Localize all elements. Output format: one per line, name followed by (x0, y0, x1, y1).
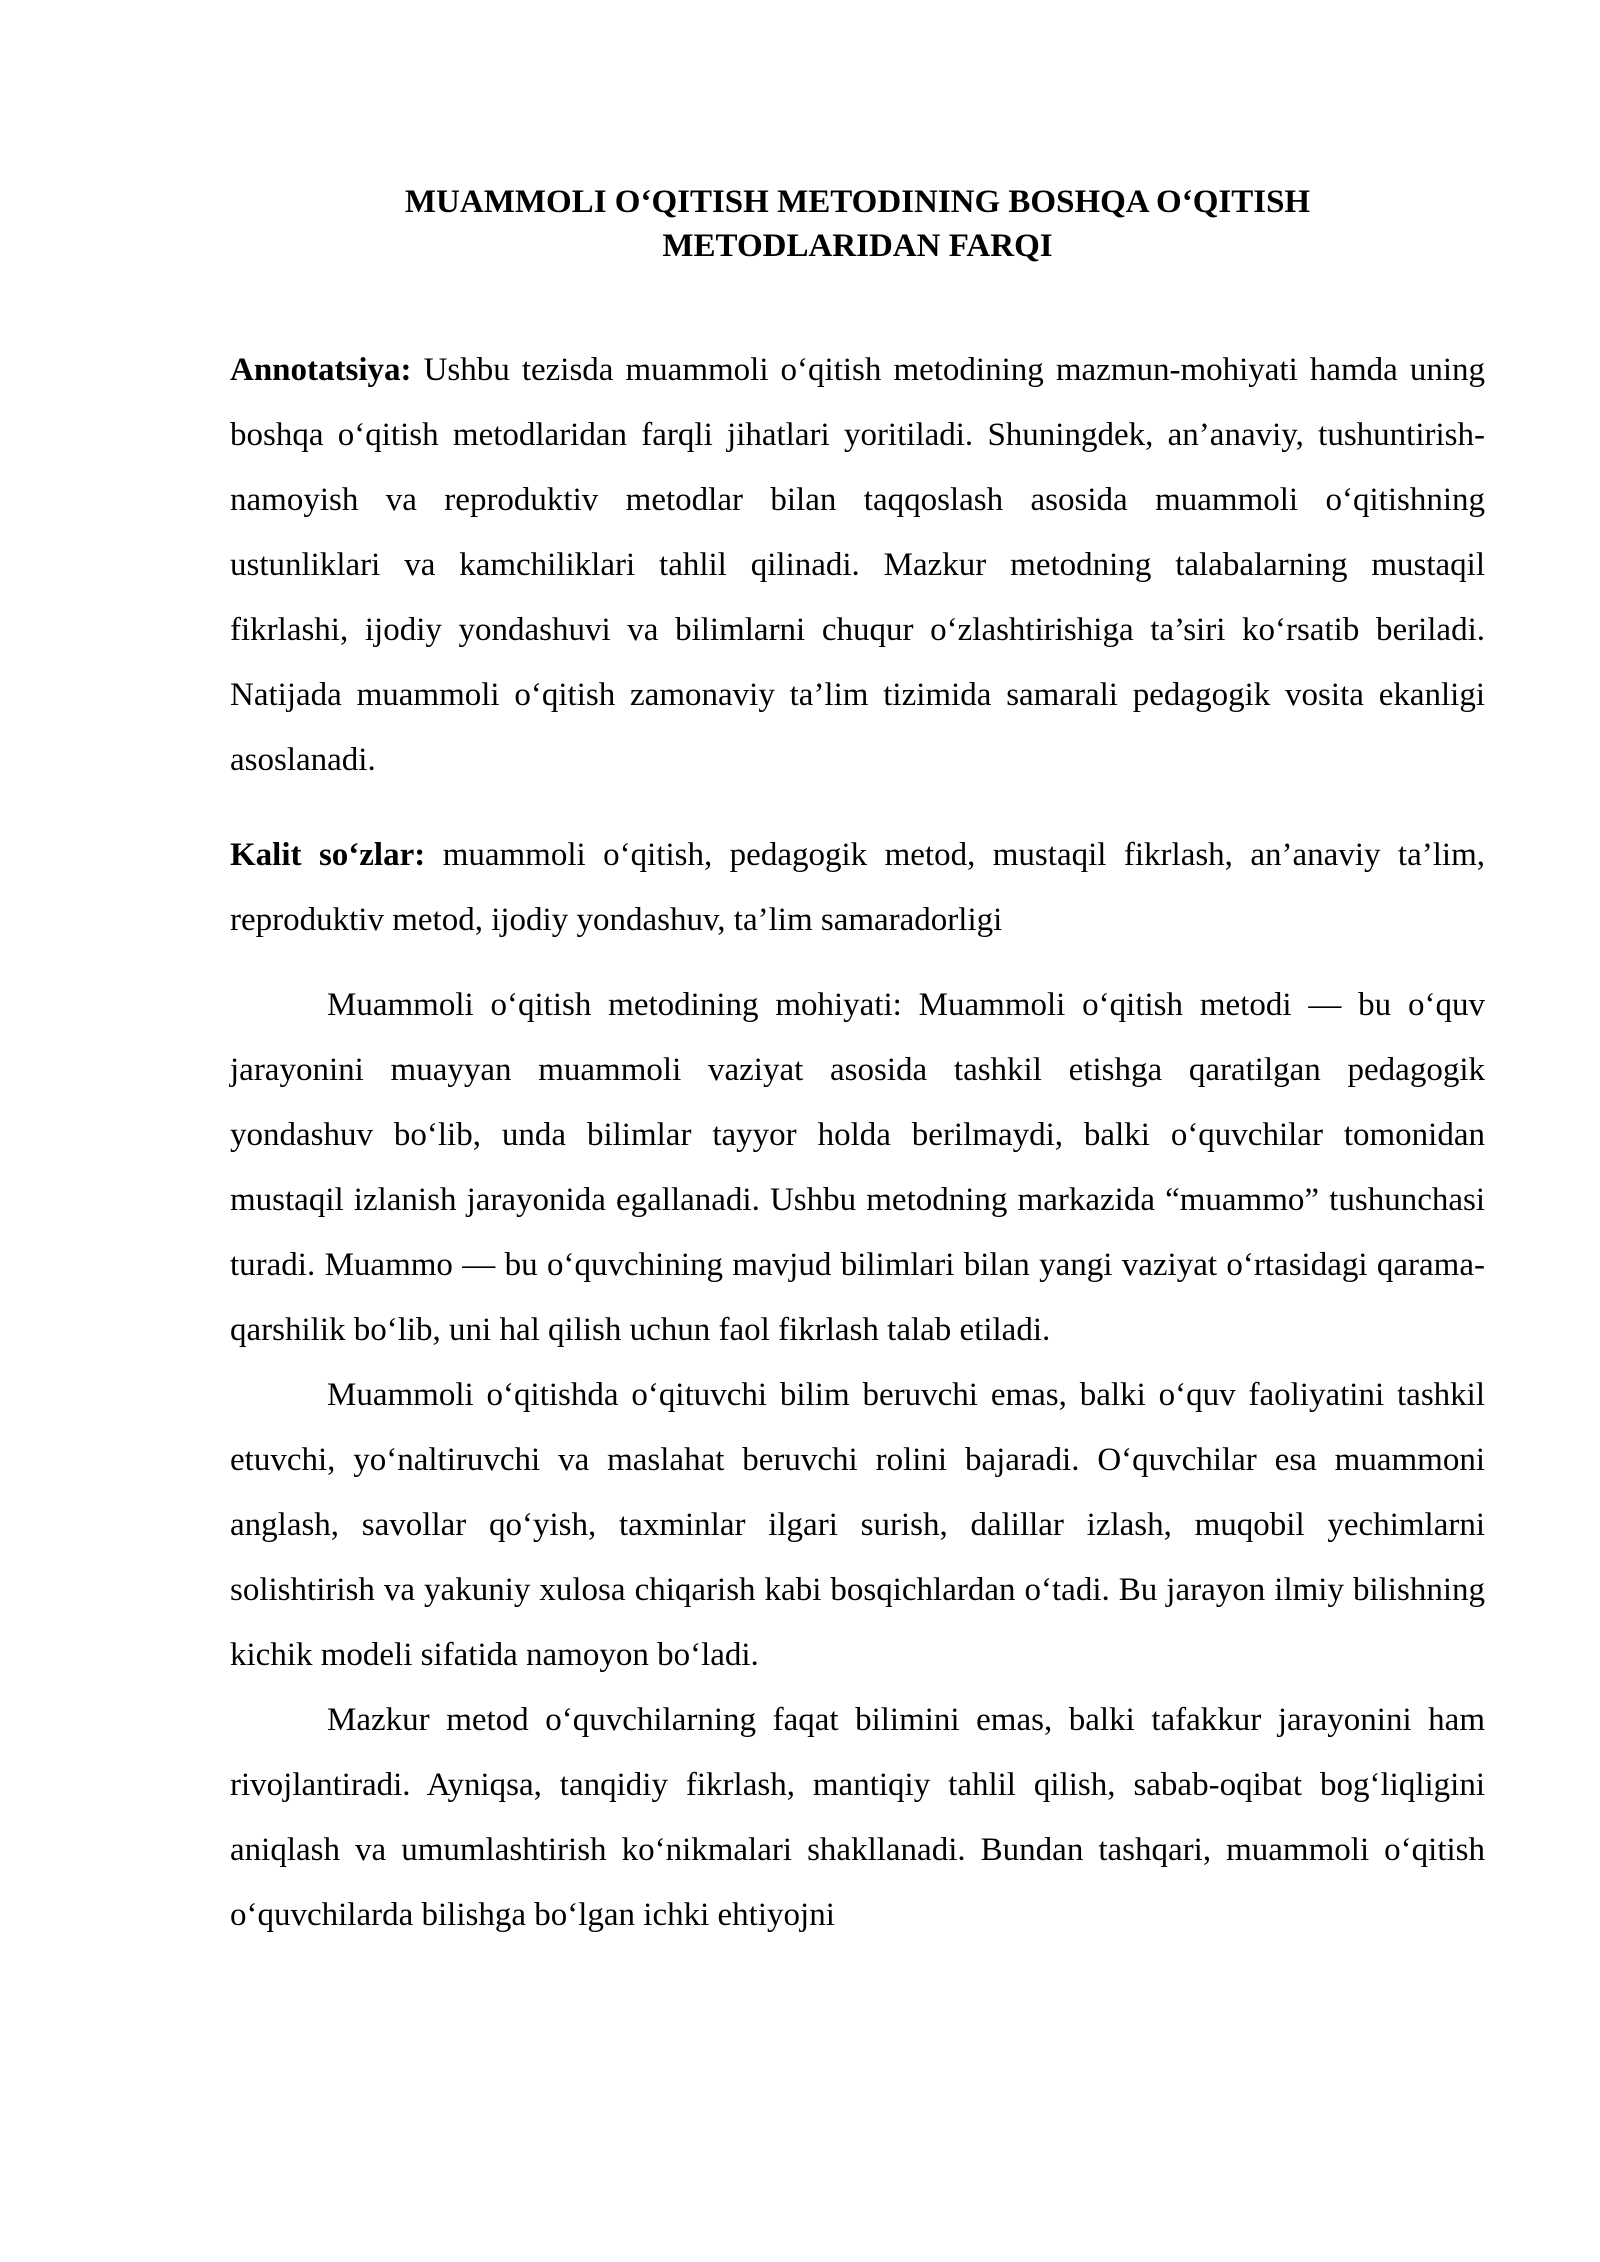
title-line-1: MUAMMOLI O‘QITISH METODINING BOSHQA O‘QITISH (404, 184, 1311, 220)
body-paragraph-1: Muammoli o‘qitish metodining mohiyati: Muammoli o‘qitish metodi — bu o‘quv jarayonini muayyan muammoli vaziyat asosida tashkil etishga qaratilgan pedagogik yondashuv bo‘lib, unda bilimlar tayyor holda berilmaydi, balki o‘quvchilar tomonidan mustaqil izlanish jarayonida egallanadi. Ushbu metodning markazida “muammo” tushunchasi turadi. Muammo — bu o‘quvchining mavjud bilimlari bilan yangi vaziyat o‘rtasidagi qarama-qarshilik bo‘lib, uni hal qilish uchun faol fikrlash talab etiladi. (230, 987, 1485, 1348)
document-page (230, 180, 1485, 1948)
document-title (230, 180, 1485, 268)
annotation-text: Ushbu tezisda muammoli o‘qitish metodining mazmun-mohiyati hamda uning boshqa o‘qitish metodlaridan farqli jihatlari yoritiladi. Shuningdek, an’anaviy, tushuntirish-namoyish va reproduktiv metodlar bilan taqqoslash asosida muammoli o‘qitishning ustunliklari va kamchiliklari tahlil qilinadi. Mazkur metodning talabalarning mustaqil fikrlashi, ijodiy yondashuvi va bilimlarni chuqur o‘zlashtirishiga ta’siri ko‘rsatib beriladi. Natijada muammoli o‘qitish zamonaviy ta’lim tizimida samarali pedagogik vosita ekanligi asoslanadi. (230, 352, 1486, 778)
keywords-text: muammoli o‘qitish, pedagogik metod, mustaqil fikrlash, an’anaviy ta’lim, reproduktiv metod, ijodiy yondashuv, ta’lim samaradorligi (230, 837, 1485, 938)
title-line-2: METODLARIDAN FARQI (662, 228, 1053, 264)
keywords-label: Kalit so‘zlar: (230, 837, 426, 873)
keywords-paragraph (230, 823, 1485, 953)
body-paragraph-2: Muammoli o‘qitishda o‘qituvchi bilim beruvchi emas, balki o‘quv faoliyatini tashkil etuvchi, yo‘naltiruvchi va maslahat beruvchi rolini bajaradi. O‘quvchilar esa muammoni anglash, savollar qo‘yish, taxminlar ilgari surish, dalillar izlash, muqobil yechimlarni solishtirish va yakuniy xulosa chiqarish kabi bosqichlardan o‘tadi. Bu jarayon ilmiy bilishning kichik modeli sifatida namoyon bo‘ladi. (230, 1377, 1485, 1673)
annotation-label: Annotatsiya: (230, 352, 412, 388)
body-paragraph-3: Mazkur metod o‘quvchilarning faqat bilimini emas, balki tafakkur jarayonini ham rivojlantiradi. Ayniqsa, tanqidiy fikrlash, mantiqiy tahlil qilish, sabab-oqibat bog‘liqligini aniqlash va umumlashtirish ko‘nikmalari shakllanadi. Bundan tashqari, muammoli o‘qitish o‘quvchilarda bilishga bo‘lgan ichki ehtiyojni (230, 1702, 1485, 1933)
annotation-paragraph (230, 338, 1485, 793)
